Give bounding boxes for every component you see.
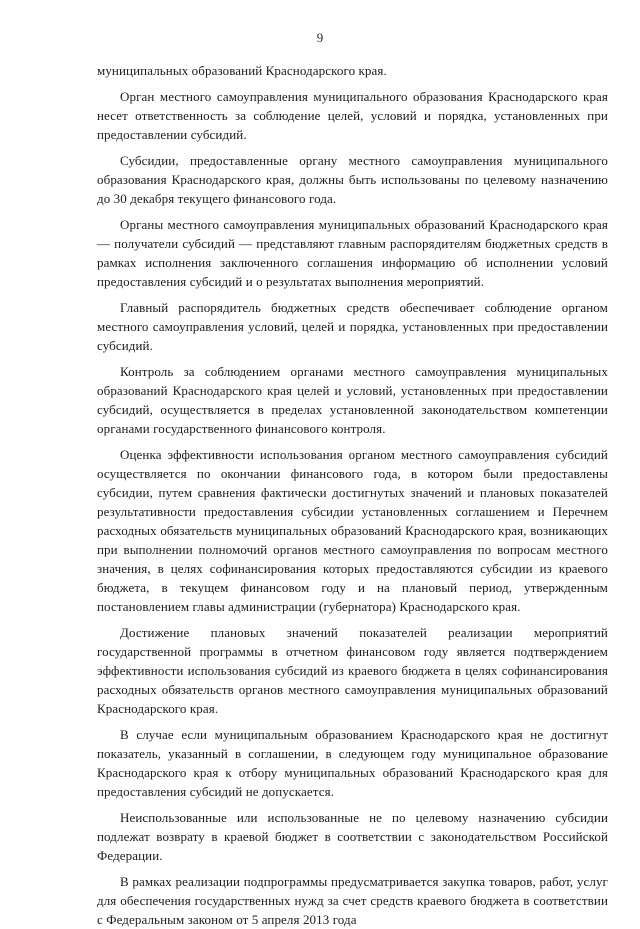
paragraph-procurement: В рамках реализации подпрограммы предусматривается закупка товаров, работ, услуг для обеспечения государственных нужд за счет средств краевого бюджета в соответствии с Федеральным законом от 5 апреля 2013 года <box>97 874 608 927</box>
paragraph-chief-administrator: Главный распорядитель бюджетных средств обеспечивает соблюдение органом местного самоуправления условий, целей и порядка, установленных при предоставлении субсидий. <box>97 300 608 353</box>
paragraph-recipients-reporting: Органы местного самоуправления муниципальных образований Краснодарского края — получатели субсидий — представляют главным распорядителям бюджетных средств в рамках исполнения заключенного соглашения информацию об исполнении условий предоставления субсидий и о результатах выполнения мероприятий. <box>97 217 608 289</box>
paragraph-subsidy-deadline: Субсидии, предоставленные органу местного самоуправления муниципального образования Краснодарского края, должны быть использованы по целевому назначению до 30 декабря текущего финансового года. <box>97 153 608 206</box>
page-number: 9 <box>316 30 324 45</box>
document-body <box>97 61 608 929</box>
paragraph-efficiency-assessment: Оценка эффективности использования органом местного самоуправления субсидий осуществляется по окончании финансового года, в котором были предоставлены субсидии, путем сравнения фактически достигнутых значений и плановых показателей результативности предоставления субсидии установленных соглашением и Перечнем расходных обязательств муниципальных образований Краснодарского края, возникающих при выполнении полномочий органов местного самоуправления по вопросам местного значения, в целях софинансирования которых предоставляются субсидии из краевого бюджета, в текущем финансовом году и на плановый период, утвержденным постановлением главы администрации (губернатора) Краснодарского края. <box>97 447 608 614</box>
paragraph-continuation: муниципальных образований Краснодарского края. <box>97 63 387 78</box>
paragraph-non-achievement: В случае если муниципальным образованием Краснодарского края не достигнут показатель, указанный в соглашении, в следующем году муниципальное образование Краснодарского края к отбору муниципальных образований Краснодарского края для предоставления субсидий не допускается. <box>97 727 608 799</box>
paragraph-refund: Неиспользованные или использованные не по целевому назначению субсидии подлежат возврату в краевой бюджет в соответствии с законодательством Российской Федерации. <box>97 810 608 863</box>
paragraph-control: Контроль за соблюдением органами местного самоуправления муниципальных образований Краснодарского края целей и условий, установленных при предоставлении субсидий, осуществляется в пределах установленной законодательством компетенции органами государственного финансового контроля. <box>97 364 608 436</box>
paragraph-responsibility: Орган местного самоуправления муниципального образования Краснодарского края несет ответственность за соблюдение целей, условий и порядка, установленных при предоставлении субсидий. <box>97 89 608 142</box>
paragraph-target-achievement: Достижение плановых значений показателей реализации мероприятий государственной программы в отчетном финансовом году является подтверждением эффективности использования субсидий из краевого бюджета в целях софинансирования расходных обязательств органов местного самоуправления муниципальных образований Краснодарского края. <box>97 625 608 716</box>
